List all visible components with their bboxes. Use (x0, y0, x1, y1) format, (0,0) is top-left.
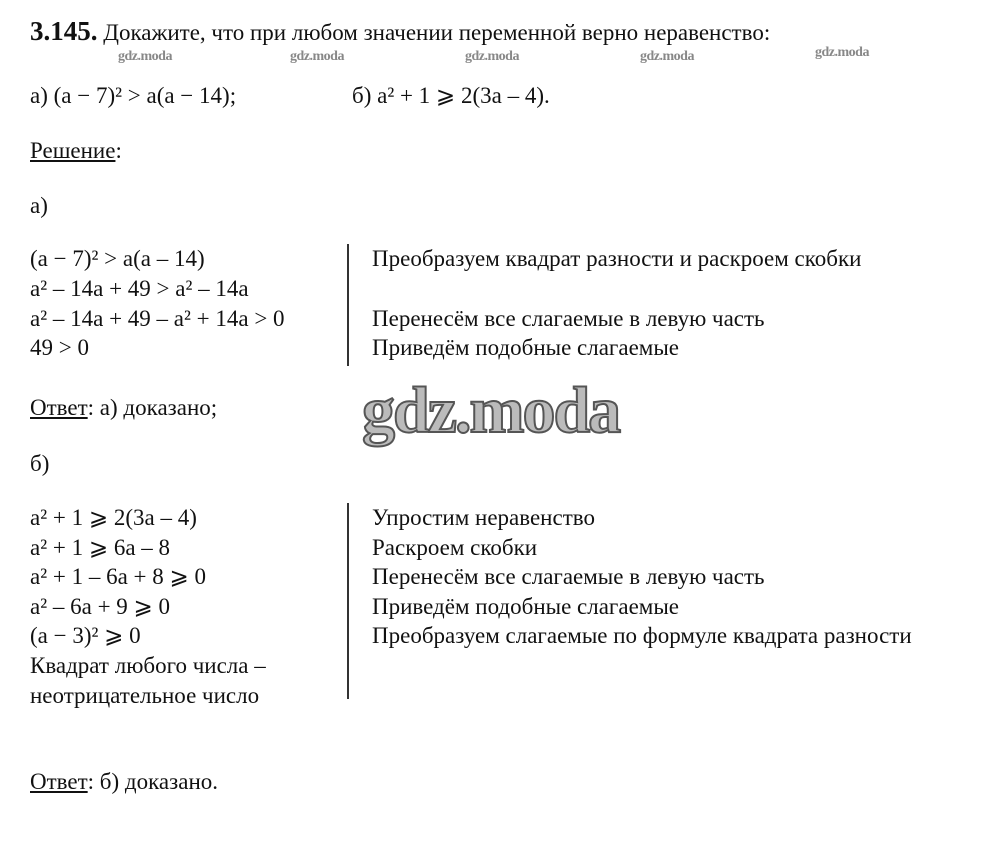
answer-label: Ответ (30, 769, 88, 794)
answer-b (30, 770, 218, 793)
comment: Преобразуем квадрат разности и раскроем скобки (372, 246, 862, 271)
answer-text: : б) доказано. (87, 769, 218, 794)
comment: Перенесём все слагаемые в левую часть (372, 564, 765, 589)
watermark: gdz.moda (290, 49, 344, 64)
watermark: gdz.moda (815, 45, 869, 60)
step: Квадрат любого числа – (30, 653, 266, 678)
solution-heading (30, 139, 122, 162)
watermark: gdz.moda (465, 49, 519, 64)
problem-statement: Докажите, что при любом значении переменной верно неравенство: (103, 20, 771, 45)
comment: Приведём подобные слагаемые (372, 335, 679, 360)
watermark: gdz.moda (118, 49, 172, 64)
step: a² – 6a + 9 ⩾ 0 (30, 594, 171, 619)
step: неотрицательное число (30, 683, 260, 708)
watermark: gdz.moda (640, 49, 694, 64)
step: a² + 1 ⩾ 6a – 8 (30, 535, 171, 560)
answer-text: : а) доказано; (87, 395, 218, 420)
column-divider (347, 244, 349, 366)
part-b-label: б) (30, 451, 50, 476)
watermark-logo: gdz.moda (362, 374, 620, 447)
step: 49 > 0 (30, 335, 89, 360)
answer-a (30, 396, 217, 419)
comment: Приведём подобные слагаемые (372, 594, 679, 619)
comment: Перенесём все слагаемые в левую часть (372, 306, 765, 331)
column-divider (347, 503, 349, 699)
step: (a − 3)² ⩾ 0 (30, 623, 141, 648)
comment: Раскроем скобки (372, 535, 538, 560)
problem-header (30, 18, 770, 45)
step: a² – 14a + 49 – a² + 14a > 0 (30, 306, 285, 331)
answer-label: Ответ (30, 395, 88, 420)
solution-label: Решение (30, 138, 116, 163)
step: a² – 14a + 49 > a² – 14a (30, 276, 249, 301)
step: a² + 1 ⩾ 2(3a – 4) (30, 505, 197, 530)
step: a² + 1 – 6a + 8 ⩾ 0 (30, 564, 207, 589)
problem-number: 3.145. (30, 16, 98, 46)
problem-part-a: а) (a − 7)² > a(a − 14); (30, 83, 237, 108)
part-a-label: а) (30, 193, 48, 218)
comment: Упростим неравенство (372, 505, 595, 530)
solution-colon: : (115, 138, 122, 163)
comment: Преобразуем слагаемые по формуле квадрата разности (372, 623, 912, 648)
problem-part-b: б) a² + 1 ⩾ 2(3a – 4). (352, 83, 550, 108)
step: (a − 7)² > a(a – 14) (30, 246, 205, 271)
